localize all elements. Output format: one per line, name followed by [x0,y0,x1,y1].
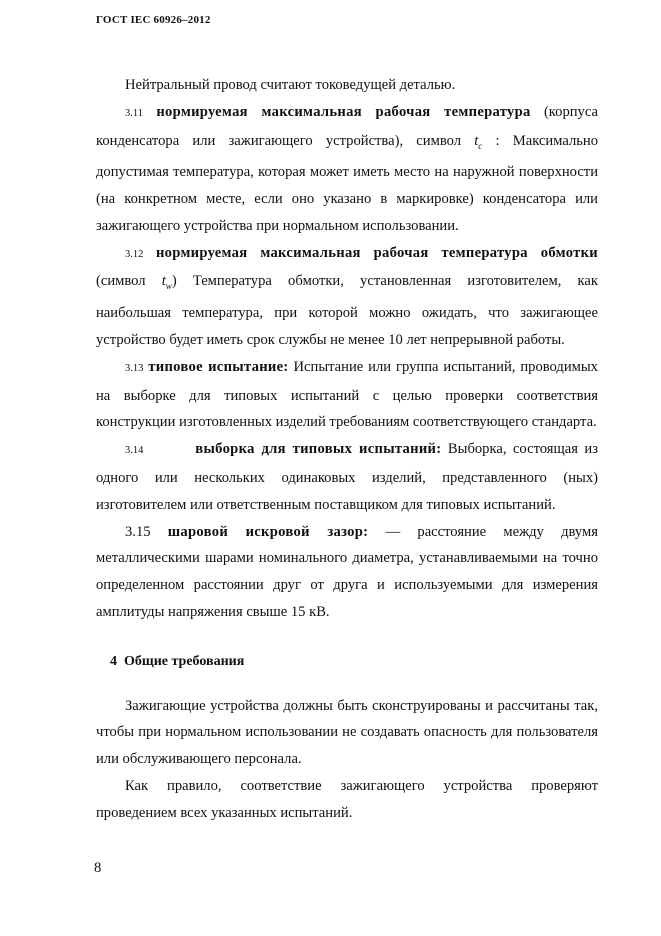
intro-paragraph: Нейтральный провод считают токоведущей деталью. [125,77,456,93]
clause-number: 3.14 [125,445,144,457]
document-header: ГОСТ IEC 60926–2012 [96,14,211,26]
defined-term: типовое испытание: [148,358,289,375]
definition-text: — расстояние между двумя металлическими шарами номинального диаметра, устанавливаемыми на точно определенном расстоянии друг от друга и используемыми для измерения амплитуды напряжения свыше 15 кВ. [96,523,598,620]
page-number: 8 [94,860,102,876]
section-paragraph: Как правило, соответствие зажигающего устройства проверяют проведением всех указанных испытаний. [96,777,598,821]
defined-term: шаровой искровой зазор: [167,523,369,540]
section-heading [96,649,598,676]
spacer [96,626,598,649]
definition-text: (символ [96,273,162,290]
definition-text: Выборка, состоящая из одного или нескольких одинаковых изделий, представленного (ных) изготовителем или ответственным поставщиком для типовых испытаний. [96,441,598,513]
defined-term: нормируемая максимальная рабочая температура обмотки [155,244,598,261]
clause-number: 3.13 [125,362,144,374]
document-body [96,72,598,827]
definition-3-13 [96,354,598,436]
symbol [161,273,172,292]
definition-text: (корпуса конденсатора или зажигающего устройства), символ [96,103,598,149]
definition-text: Испытание или группа испытаний, проводимых на выборке для типовых испытаний с целью проверки соответствия конструкции изготовленных изделий требованиям соответствующего стандарта. [96,358,598,431]
section-title: Общие требования [124,653,245,669]
definition-text: ) Температура обмотки, установленная изготовителем, как наибольшая температура, при которой можно ожидать, что зажигающее устройство будет иметь срок службы не менее 10 лет непрерывной работы. [96,273,598,348]
section-paragraph: Зажигающие устройства должны быть сконструированы и рассчитаны так, чтобы при нормальном использовании не создавать опасность для пользователя или обслуживающего персонала. [96,697,598,768]
symbol-letter: t [161,273,166,290]
defined-term: выборка для типовых испытаний: [195,441,442,458]
clause-number: 3.11 [125,107,143,119]
definition-text: : Максимально допустимая температура, которая может иметь место на наружной поверхности (на конкретном месте, если оно указано в маркировке) конденсатора или зажигающего устройства при нормальном использовании. [96,132,598,234]
symbol-subscript: w [165,281,172,292]
definition-3-14 [96,436,598,518]
definition-3-11 [96,99,598,240]
clause-number: 3.15 [125,523,151,540]
defined-term: нормируемая максимальная рабочая температура [156,103,531,120]
clause-number: 3.12 [125,248,144,260]
spacer [96,676,598,693]
section-number: 4 [110,653,117,669]
symbol-letter: t [474,132,479,149]
symbol-subscript: c [478,140,483,151]
definition-3-12 [96,240,598,354]
definition-3-15 [96,519,598,626]
